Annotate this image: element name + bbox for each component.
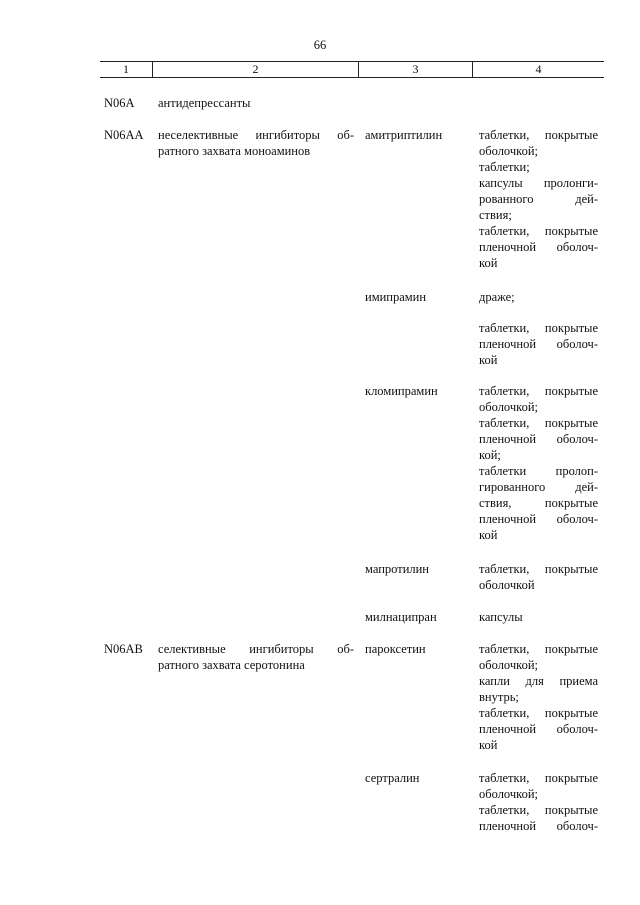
column-header-1: 1 — [123, 62, 129, 76]
drug-name: амитриптилин — [365, 128, 443, 142]
dosage-forms: драже; — [479, 290, 515, 304]
page-number: 66 — [313, 38, 327, 52]
dosage-forms: таблетки, покрытые оболочкой — [479, 562, 598, 592]
dosage-forms: таблетки, покрытые пленочной оболоч- кой — [479, 321, 598, 367]
column-header-3: 3 — [358, 62, 472, 77]
dosage-forms: таблетки, покрытые оболочкой; таблетки; капсулы пролонги- рованного дей- ствия; таблетки, покрытые пленочной оболоч- кой — [479, 128, 598, 270]
dosage-forms: таблетки, покрытые оболочкой; таблетки, покрытые пленочной оболоч- кой; таблетки пролоп- гированного дей- ствия, покрытые пленочной оболоч- кой — [479, 384, 598, 542]
drug-name: кломипрамин — [365, 384, 438, 398]
column-header-2: 2 — [152, 62, 358, 77]
dosage-forms: таблетки, покрытые оболочкой; таблетки, покрытые пленочной оболоч- — [479, 771, 598, 833]
drug-name: мапротилин — [365, 562, 430, 576]
group-name: неселективные ингибиторы об- ратного захвата моноаминов — [158, 128, 354, 158]
drug-name: сертралин — [365, 771, 420, 785]
drug-name: пароксетин — [365, 642, 426, 656]
group-name: селективные ингибиторы об- ратного захвата серотонина — [158, 642, 354, 672]
atc-code: N06A — [104, 96, 135, 110]
table-header — [100, 61, 604, 78]
drug-name: милнаципран — [365, 610, 437, 624]
drug-name: имипрамин — [365, 290, 427, 304]
dosage-forms: таблетки, покрытые оболочкой; капли для приема внутрь; таблетки, покрытые пленочной оболоч- кой — [479, 642, 598, 752]
atc-code: N06AB — [104, 642, 143, 656]
atc-code: N06AA — [104, 128, 144, 142]
dosage-forms: капсулы — [479, 610, 523, 624]
group-name: антидепрессанты — [158, 96, 251, 110]
column-header-4: 4 — [472, 62, 604, 77]
